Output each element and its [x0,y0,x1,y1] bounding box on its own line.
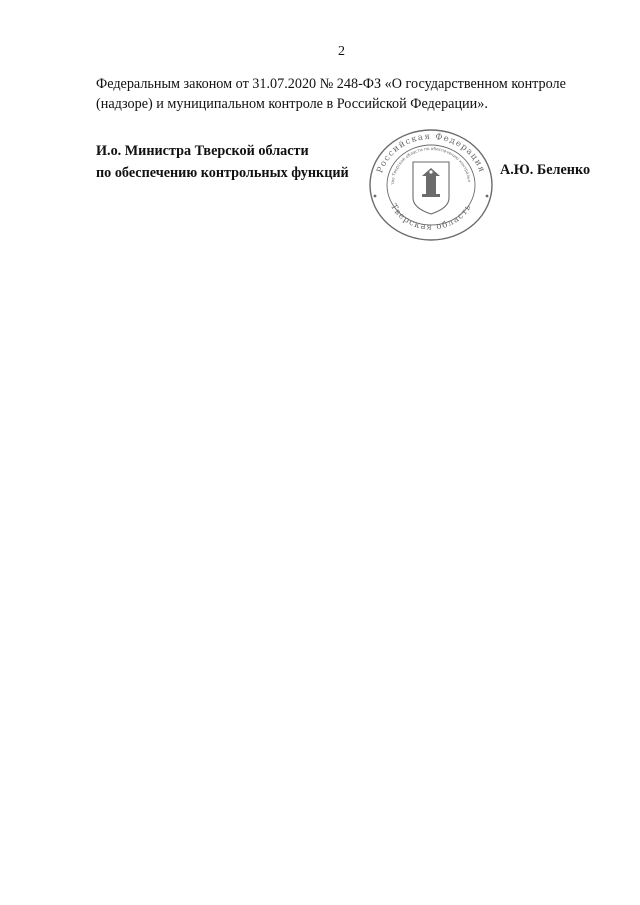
seal-top-text: Российская Федерация [375,131,487,175]
body-line: Федеральным законом от 31.07.2020 № 248-ФЗ «О государственном контроле [96,76,566,92]
seal-bottom-text: Тверская область [388,202,474,233]
seal-inner-text: тво Тверской области по обеспечению контрольн [389,145,472,186]
page-number: 2 [338,44,345,59]
coat-of-arms-emblem [422,168,440,197]
signatory-name: А.Ю. Беленко [500,162,591,178]
seal-star-icon [374,195,377,198]
body-paragraph [96,74,602,114]
signatory-title-line: по обеспечению контрольных функций [96,165,349,181]
body-line: (надзоре) и муниципальном контроле в Российской Федерации». [96,96,488,112]
seal-star-icon [486,195,489,198]
signatory-title [96,140,349,184]
svg-text:Тверская область [388,202,474,232]
signatory-title-line: И.о. Министра Тверской области [96,143,309,159]
official-seal [366,126,496,244]
